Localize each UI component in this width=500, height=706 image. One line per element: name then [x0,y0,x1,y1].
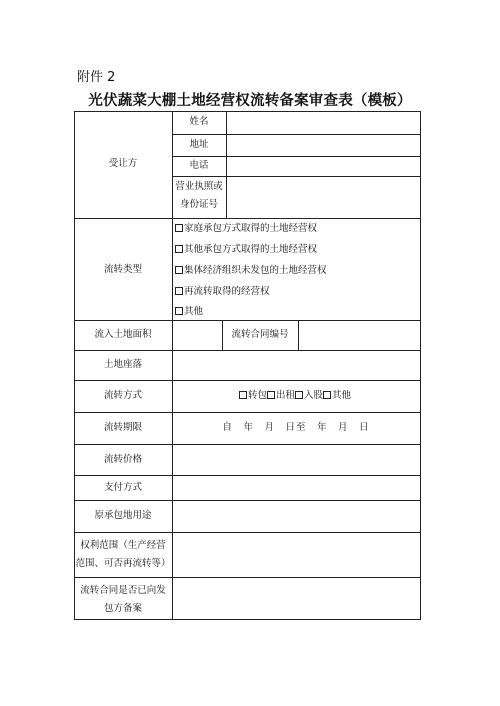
form-title: 光伏蔬菜大棚土地经营权流转备案审查表（模板） [88,93,412,109]
method-option-shares[interactable] [295,390,323,401]
transfer-type-label: 流转类型 [103,264,142,275]
address-label: 地址 [189,139,209,150]
checkbox-icon[interactable] [239,391,247,399]
checkbox-icon[interactable] [175,287,183,295]
contract-filed-label-line2: 包方备案 [103,603,142,614]
method-option-sublease[interactable] [239,390,267,401]
checkbox-icon[interactable] [323,391,331,399]
type-option-retransfer[interactable] [175,286,270,298]
original-use-label: 原承包地用途 [94,510,152,521]
checkbox-icon[interactable] [175,307,183,315]
payment-label: 支付方式 [103,482,142,493]
attachment-label: 附件 2 [77,70,116,85]
type-option-household[interactable] [175,223,317,235]
area-label: 流入土地面积 [94,329,152,340]
type-option-label: 再流转取得的经营权 [184,286,270,297]
rights-scope-label-line1: 权利范围（生产经营 [80,540,166,551]
checkbox-icon[interactable] [175,266,183,274]
type-option-label: 家庭承包方式取得的土地经营权 [184,223,318,234]
license-label-line1: 营业执照或 [175,181,223,192]
name-label: 姓名 [189,116,209,127]
price-label: 流转价格 [103,454,142,465]
type-option-other[interactable] [175,306,203,318]
contract-filed-label-line1: 流转合同是否已向发 [80,585,166,596]
rights-scope-field[interactable] [173,533,420,577]
method-options [239,390,351,402]
contract-number-label: 流转合同编号 [231,329,289,340]
address-field[interactable] [227,135,420,156]
name-field[interactable] [227,112,420,134]
original-use-field[interactable] [173,501,420,532]
checkbox-icon[interactable] [267,391,275,399]
term-date-range[interactable]: 自 年 月 日至 年 月 日 [222,422,370,433]
method-label: 流转方式 [103,390,142,401]
transferee-label: 受让方 [108,158,138,169]
rights-scope-label-line2: 范围、可否再流转等） [75,558,171,569]
area-field[interactable] [173,321,222,350]
checkbox-icon[interactable] [175,245,183,253]
type-option-other-contract[interactable] [175,244,317,256]
payment-field[interactable] [173,476,420,500]
license-label-line2: 身份证号 [179,199,218,210]
location-label: 土地座落 [103,359,142,370]
method-option-other[interactable] [323,390,351,401]
type-option-label: 其他承包方式取得的土地经营权 [184,244,318,255]
checkbox-icon[interactable] [175,224,183,232]
contract-number-field[interactable] [299,321,420,350]
contract-filed-field[interactable] [173,578,420,619]
type-option-label: 其他 [184,306,204,317]
phone-label: 电话 [189,160,209,171]
phone-field[interactable] [227,157,420,176]
term-label: 流转期限 [103,422,142,433]
checkbox-icon[interactable] [295,391,303,399]
method-option-label: 入股 [304,390,324,401]
method-option-label: 转包 [248,390,268,401]
license-id-field[interactable] [227,177,420,218]
type-option-label: 集体经济组织未发包的土地经营权 [184,265,327,276]
type-option-collective[interactable] [175,265,327,277]
method-option-label: 其他 [332,390,352,401]
method-option-lease[interactable] [267,390,295,401]
location-field[interactable] [173,351,420,380]
price-field[interactable] [173,445,420,475]
method-option-label: 出租 [276,390,296,401]
